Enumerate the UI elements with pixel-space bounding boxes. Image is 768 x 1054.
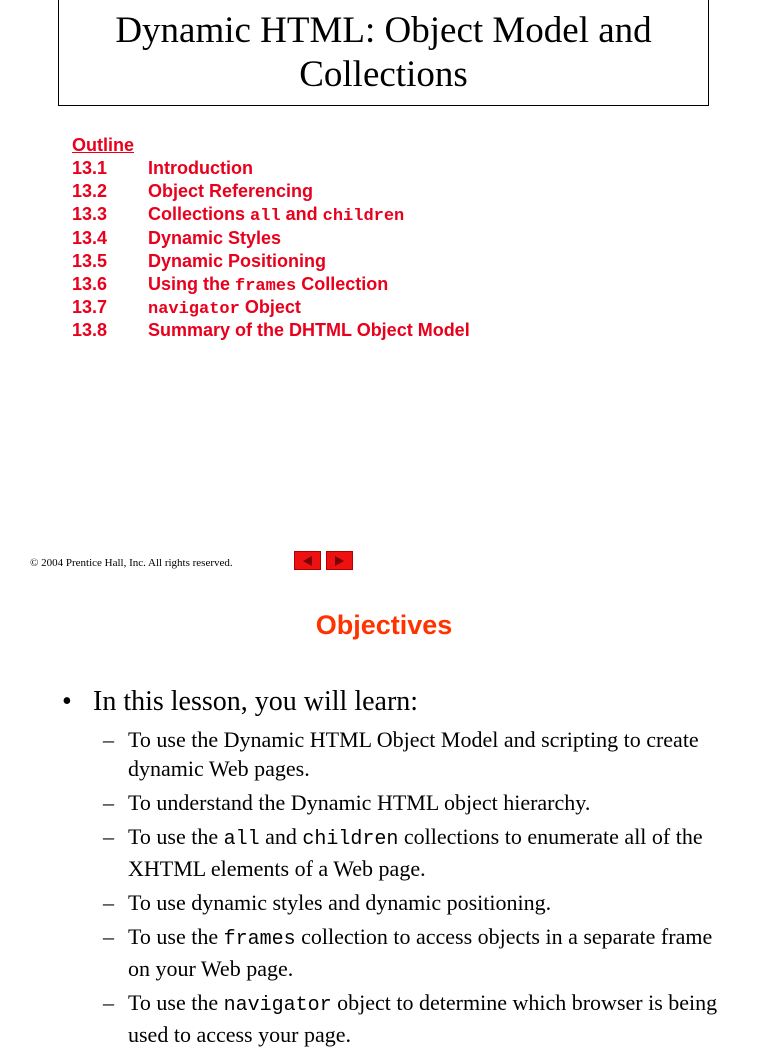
- objective-item-code: all: [223, 828, 260, 851]
- outline-item-label-code: all: [250, 207, 281, 227]
- objective-item-text: collections to enumerate all of the XHTML elements of a Web page.: [128, 824, 703, 881]
- outline-item-13-6[interactable]: [72, 273, 470, 296]
- dash-bullet-icon: –: [103, 890, 114, 915]
- outline-item-label-text: Collections: [148, 204, 251, 225]
- outline-item-label-text: and: [280, 204, 323, 225]
- copyright-notice: © 2004 Prentice Hall, Inc. All rights reserved.: [30, 557, 233, 569]
- outline-item-label-text: Summary of the DHTML Object Model: [148, 320, 470, 341]
- dash-bullet-icon: –: [103, 790, 114, 815]
- outline-item-number: 13.7: [72, 297, 108, 318]
- outline-item-number: 13.4: [72, 227, 108, 248]
- outline-list: [72, 157, 470, 343]
- dash-bullet-icon: –: [103, 990, 114, 1015]
- outline-item-13-5[interactable]: [72, 250, 470, 273]
- outline-item-label-text: Introduction: [148, 158, 253, 178]
- outline-item-13-8[interactable]: [72, 319, 470, 342]
- triangle-left-icon: [303, 556, 312, 566]
- objective-item-code: children: [302, 828, 399, 851]
- outline-item-label-code: navigator: [148, 300, 240, 320]
- outline-item-label-text: Using the: [148, 273, 236, 294]
- objectives-list: [103, 725, 723, 1054]
- prev-slide-button[interactable]: [294, 551, 321, 570]
- outline-item-label-text: Dynamic Positioning: [148, 250, 327, 271]
- objective-item-text: To use the Dynamic HTML Object Model and scripting to create dynamic Web pages.: [128, 727, 699, 781]
- outline-item-label-text: Dynamic Styles: [148, 227, 282, 248]
- objective-item-text: collection to access objects in a separate frame on your Web page.: [128, 924, 713, 981]
- lesson-bullet-text: In this lesson, you will learn:: [93, 686, 419, 717]
- objective-item: [103, 922, 723, 983]
- objective-item-text: and: [259, 824, 303, 849]
- outline-item-label-text: Object Referencing: [148, 181, 314, 202]
- slide-title: Dynamic HTML: Object Model and Collections: [115, 9, 652, 95]
- outline-heading[interactable]: Outline: [72, 135, 134, 155]
- outline-item-number: 13.6: [72, 273, 108, 294]
- dash-bullet-icon: –: [103, 727, 114, 752]
- objective-item: [103, 725, 723, 783]
- outline-item-label-code: frames: [235, 276, 297, 296]
- outline-item-13-4[interactable]: [72, 227, 470, 250]
- objective-item-text: To use the: [128, 824, 224, 849]
- outline-item-13-7[interactable]: [72, 296, 470, 319]
- objective-item: [103, 888, 723, 917]
- objective-item: [103, 788, 723, 817]
- dash-bullet-icon: –: [103, 824, 114, 849]
- outline-item-number: 13.2: [72, 181, 108, 202]
- objective-item-code: frames: [223, 928, 296, 951]
- outline-item-number: 13.5: [72, 250, 108, 271]
- outline-item-13-2[interactable]: [72, 180, 470, 203]
- dash-bullet-icon: –: [103, 924, 114, 949]
- outline: [72, 134, 470, 343]
- outline-item-number: 13.1: [72, 158, 108, 178]
- objective-item-text: To use dynamic styles and dynamic positioning.: [128, 890, 552, 915]
- objective-item-text: To use the: [128, 990, 224, 1015]
- objective-item-text: To understand the Dynamic HTML object hierarchy.: [128, 790, 591, 815]
- lesson-bullet: [62, 684, 418, 720]
- objectives-heading: Objectives: [315, 610, 453, 640]
- objective-item-code: navigator: [223, 994, 332, 1017]
- outline-item-13-3[interactable]: [72, 203, 470, 226]
- objective-item-text: object to determine which browser is being used to access your page.: [128, 990, 718, 1047]
- objective-item: [103, 988, 723, 1049]
- title-box: [58, 0, 709, 106]
- outline-item-number: 13.3: [72, 204, 108, 225]
- objective-item: [103, 822, 723, 883]
- outline-item-label-text: Object: [239, 297, 301, 318]
- triangle-right-icon: [335, 556, 344, 566]
- outline-item-13-1[interactable]: [72, 157, 470, 180]
- objective-item-text: To use the: [128, 924, 224, 949]
- outline-item-number: 13.8: [72, 320, 108, 341]
- outline-item-label-code: children: [322, 207, 405, 227]
- next-slide-button[interactable]: [326, 551, 353, 570]
- bullet-icon: •: [62, 686, 72, 717]
- outline-item-label-text: Collection: [296, 273, 389, 294]
